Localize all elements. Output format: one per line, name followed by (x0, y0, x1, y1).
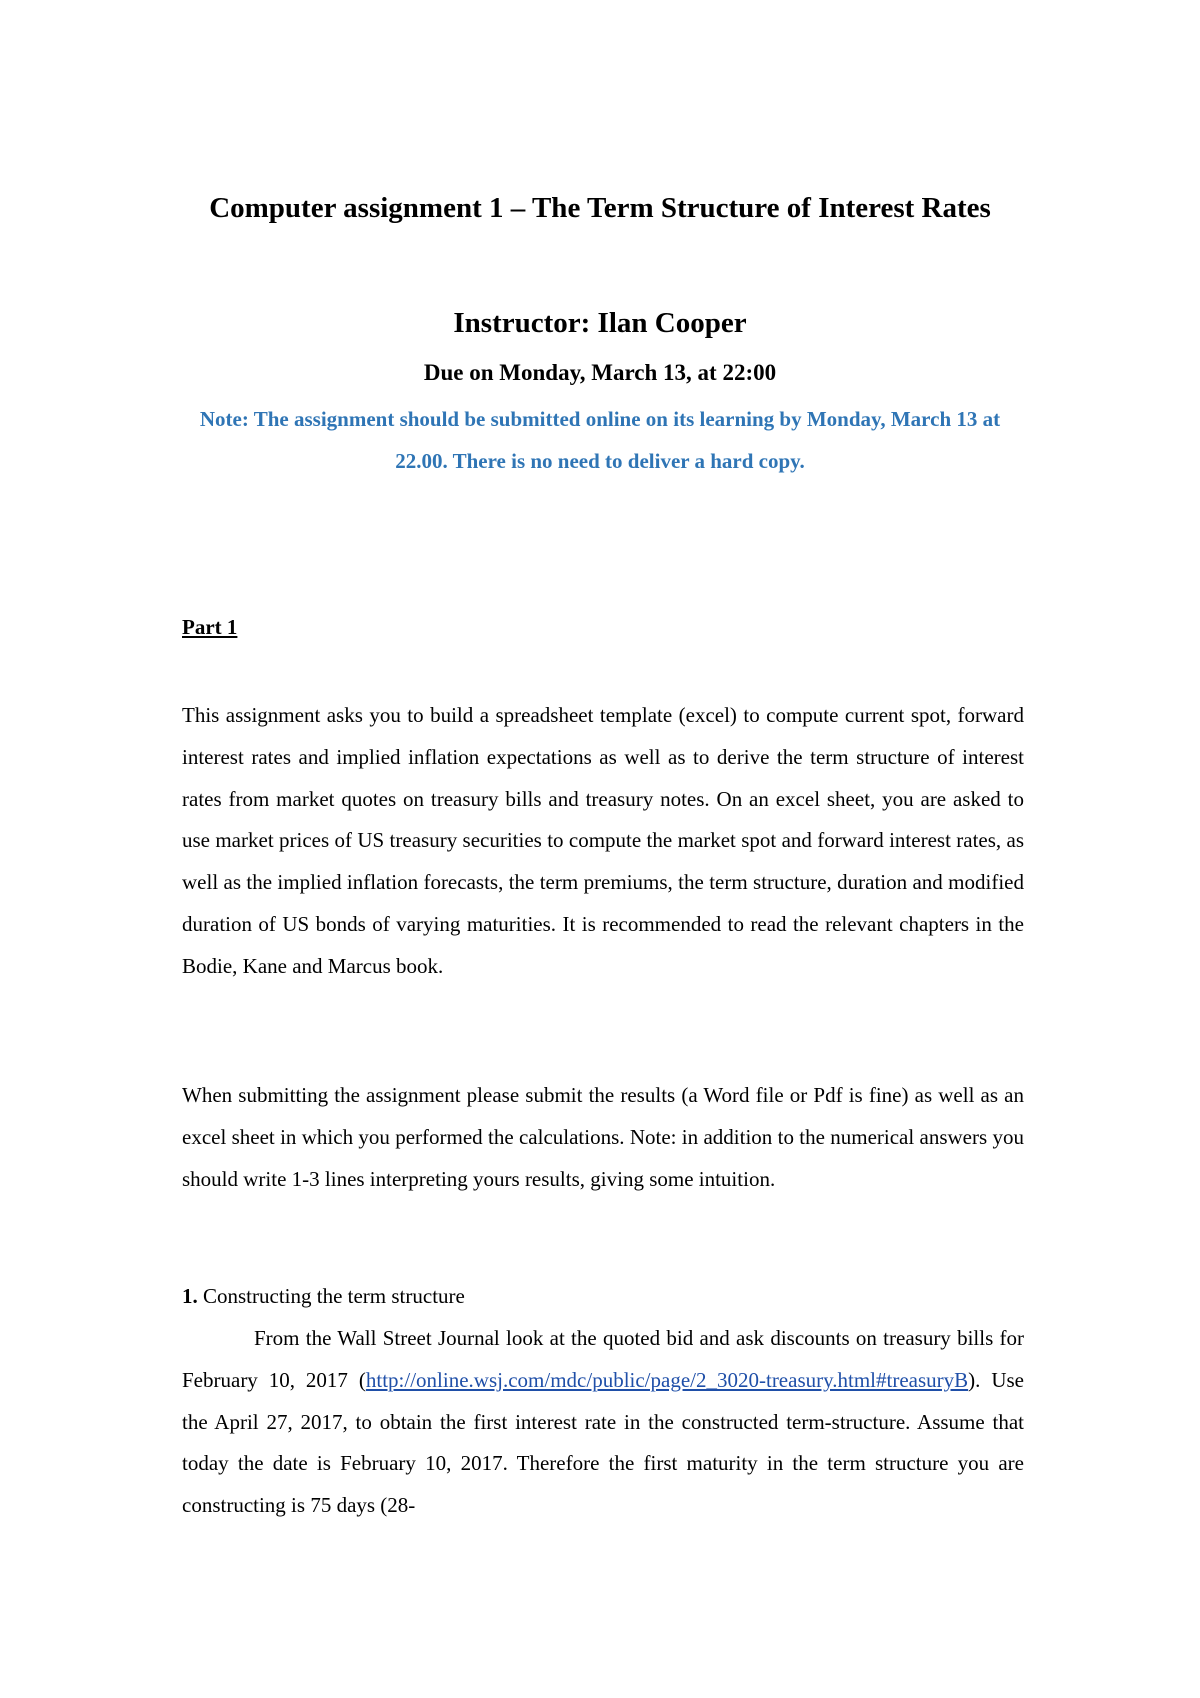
wsj-treasury-link[interactable]: http://online.wsj.com/mdc/public/page/2_3020-treasury.html#treasuryB (365, 1367, 969, 1392)
section-number: 1. (182, 1284, 198, 1308)
section-1-heading (182, 1276, 465, 1316)
submission-note: Note: The assignment should be submitted online on its learning by Monday, March 13 at 22.00. There is no need to deliver a hard copy. (199, 407, 1001, 473)
page-title: Computer assignment 1 – The Term Structure of Interest Rates (209, 192, 991, 224)
section-1-text-start: From the Wall Street Journal look at the quoted bid and ask discounts on treasury bills for February 10, 2017 ( (182, 1326, 1024, 1392)
section-1-paragraph (182, 1318, 1024, 1527)
instructor-line: Instructor: Ilan Cooper (453, 307, 747, 339)
section-1-text-end: ). Use the April 27, 2017, to obtain the first interest rate in the constructed term-structure. Assume that today the date is February 10, 2017. Therefore the first maturity in the term structure you are constructing is 75 days (28- (182, 1367, 1024, 1518)
section-title: Constructing the term structure (203, 1284, 465, 1308)
part-1-heading: Part 1 (182, 615, 238, 639)
submission-paragraph: When submitting the assignment please submit the results (a Word file or Pdf is fine) as well as an excel sheet in which you performed the calculations. Note: in addition to the numerical answers you should write 1-3 lines interpreting yours results, giving some intuition. (182, 1083, 1024, 1191)
due-date-line: Due on Monday, March 13, at 22:00 (423, 360, 777, 385)
intro-paragraph: This assignment asks you to build a spreadsheet template (excel) to compute current spot, forward interest rates and implied inflation expectations as well as to derive the term structure of interest rates from market quotes on treasury bills and treasury notes. On an excel sheet, you are asked to use market prices of US treasury securities to compute the market spot and forward interest rates, as well as the implied inflation forecasts, the term premiums, the term structure, duration and modified duration of US bonds of varying maturities. It is recommended to read the relevant chapters in the Bodie, Kane and Marcus book. (182, 703, 1024, 978)
